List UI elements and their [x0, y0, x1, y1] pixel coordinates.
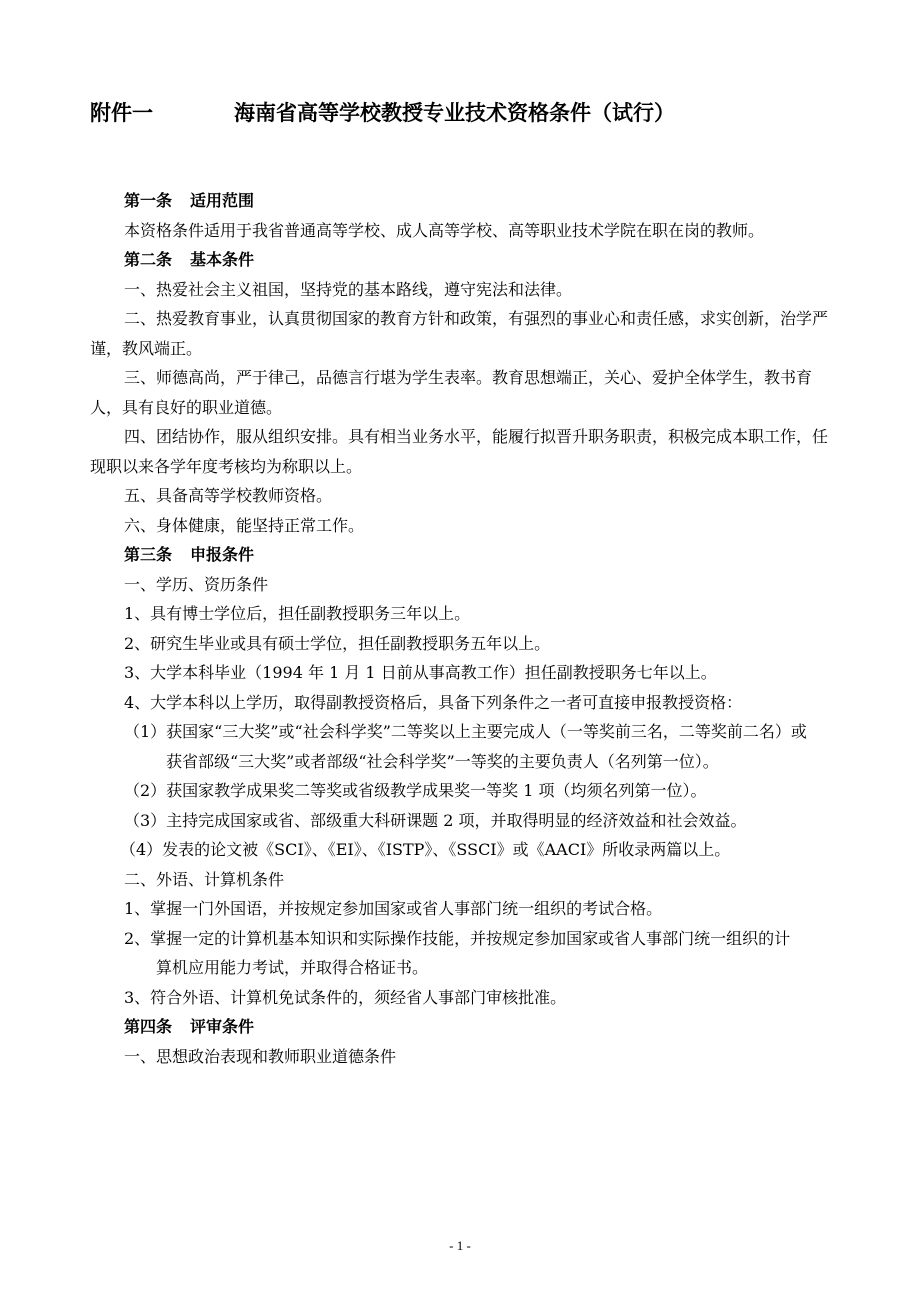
list-item: 2、研究生毕业或具有硕士学位，担任副教授职务五年以上。: [124, 633, 551, 653]
list-item: 3、大学本科毕业（1994 年 1 月 1 日前从事高教工作）担任副教授职务七年以上。: [124, 663, 717, 682]
list-item: 五、具备高等学校教师资格。: [124, 486, 333, 505]
section-number: 第三条: [124, 545, 173, 564]
section-number: 第二条: [124, 250, 173, 269]
list-item: 4、大学本科以上学历，取得副教授资格后，具备下列条件之一者可直接申报教授资格：: [124, 692, 743, 712]
page-number: - 1 -: [449, 1238, 471, 1253]
list-item: 三、师德高尚，严于律己，品德言行堪为学生表率。教育思想端正，关心、爱护全体学生，教书育人，具有良好的职业道德。: [90, 368, 813, 417]
section-heading: [90, 540, 830, 570]
section-heading: [90, 245, 830, 275]
attachment-label: 附件一: [90, 101, 153, 125]
document-body: [90, 186, 830, 1071]
list-item: 二、热爱教育事业，认真贯彻国家的教育方针和政策，有强烈的事业心和责任感，求实创新，治学严谨，教风端正。: [90, 309, 829, 358]
list-item: 1、具有博士学位后，担任副教授职务三年以上。: [124, 604, 471, 623]
page-title: 海南省高等学校教授专业技术资格条件（试行）: [234, 101, 675, 125]
condition-item: （3）主持完成国家或省、部级重大科研课题 2 项，并取得明显的经济效益和社会效益。: [124, 810, 747, 830]
section-title: 评审条件: [190, 1017, 255, 1036]
subsection-title: 二、外语、计算机条件: [124, 869, 285, 889]
list-item: 四、团结协作，服从组织安排。具有相当业务水平，能履行拟晋升职务职责，积极完成本职工作，任现职以来各学年度考核均为称职以上。: [90, 427, 829, 476]
list-item: 一、热爱社会主义祖国，坚持党的基本路线，遵守宪法和法律。: [124, 279, 573, 299]
list-item: 2、掌握一定的计算机基本知识和实际操作技能，并按规定参加国家或省人事部门统一组织的计算机应用能力考试，并取得合格证书。: [124, 928, 791, 977]
list-item: 1、掌握一门外国语，并按规定参加国家或省人事部门统一组织的考试合格。: [124, 899, 663, 918]
section-heading: [90, 186, 830, 216]
condition-item: （4）发表的论文被《SCI》、《EI》、《ISTP》、《SSCI》或《AACI》所收录两篇以上。: [120, 840, 731, 859]
list-item: 六、身体健康，能坚持正常工作。: [124, 515, 365, 535]
section-title: 基本条件: [190, 250, 255, 269]
paragraph: 本资格条件适用于我省普通高等学校、成人高等学校、高等职业技术学院在职在岗的教师。: [124, 220, 765, 240]
section-number: 第四条: [124, 1017, 173, 1036]
condition-item: （1）获国家“三大奖”或“社会科学奖”二等奖以上主要完成人（一等奖前三名，二等奖前二名）或获省部级“三大奖”或者部级“社会科学奖”一等奖的主要负责人（名列第一位）。: [124, 722, 807, 771]
section-title: 申报条件: [190, 545, 255, 564]
section-heading: [90, 1012, 830, 1042]
section-number: 第一条: [124, 191, 173, 210]
subsection-title: 一、学历、资历条件: [124, 574, 269, 594]
condition-item: （2）获国家教学成果奖二等奖或省级教学成果奖一等奖 1 项（均须名列第一位）。: [124, 781, 707, 800]
section-title: 适用范围: [190, 191, 255, 210]
subsection-title: 一、思想政治表现和教师职业道德条件: [124, 1046, 397, 1066]
list-item: 3、符合外语、计算机免试条件的，须经省人事部门审核批准。: [124, 987, 567, 1007]
